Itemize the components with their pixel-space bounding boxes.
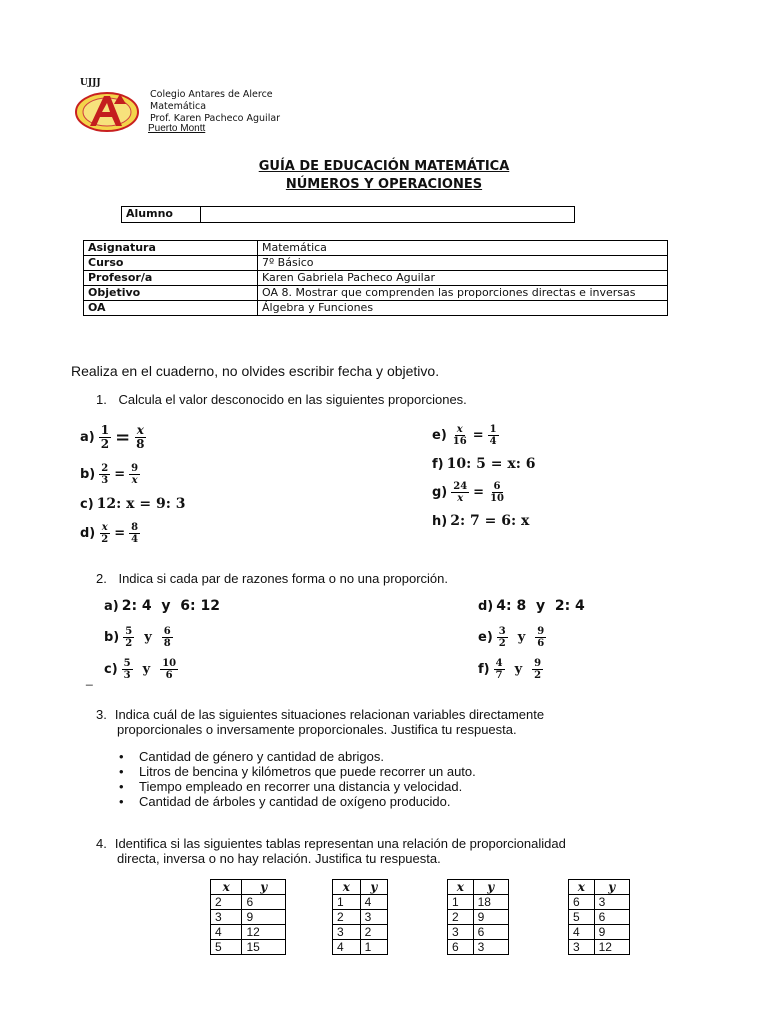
school-logo [72,78,142,134]
operator: = [115,427,131,448]
xy-table-2 [332,879,388,955]
cell: 6 [473,925,508,940]
student-name-field[interactable] [201,207,575,223]
logo-text: UJJJ [80,78,101,88]
numerator: 3 [498,626,506,637]
cell: 3 [360,910,387,925]
conjunction: y [514,662,523,677]
table-row [333,940,388,955]
table-row [448,910,509,925]
numerator: 9 [537,626,545,637]
exercise-label: c) [104,662,118,677]
exercise-label: e) [478,630,493,645]
exercise-label: e) [432,428,447,443]
info-value: Matemática [258,241,668,256]
numerator: 5 [123,658,131,669]
col-header: x [333,880,361,895]
info-key: Profesor/a [84,271,258,286]
operator: = [472,428,484,443]
numerator: 4 [495,658,503,669]
student-table [121,206,575,223]
expression: 2: 7 = 6: x [450,513,530,529]
cell: 3 [594,895,629,910]
list-item: • Litros de bencina y kilómetros que puede recorrer un auto. [115,764,476,779]
page-title: GUÍA DE EDUCACIÓN MATEMÁTICA [258,159,510,174]
exercise-2a [104,598,220,614]
numerator: x [456,424,463,435]
exercise-label: f) [478,662,490,677]
exercise-label: c) [80,496,94,512]
table-row [569,910,630,925]
cell: 3 [473,940,508,955]
table-row [211,940,286,955]
numerator: 1 [100,423,110,437]
exercise-label: b) [80,467,96,482]
denominator: 8 [136,437,145,451]
denominator: 2 [101,534,109,545]
question-number: 4. [96,836,107,851]
question-text-cont: proporcionales o inversamente proporcionales. Justifica tu respuesta. [117,722,517,737]
denominator: 16 [452,436,467,447]
cell: 3 [569,940,595,955]
question-text: Calcula el valor desconocido en las siguientes proporciones. [118,392,467,407]
table-row [569,940,630,955]
expression: 10: 5 = x: 6 [446,456,536,472]
question-3 [96,707,544,737]
table-row [333,925,388,940]
xy-table-3 [447,879,509,955]
col-header: y [360,880,387,895]
info-key: Asignatura [84,241,258,256]
school-info [150,89,280,125]
cell: 4 [211,925,242,940]
question-text: Identifica si las siguientes tablas representan una relación de proporcionalidad [114,836,566,851]
cell: 3 [448,925,474,940]
exercise-1c [80,496,186,512]
cell: 6 [569,895,595,910]
exercise-label: g) [432,485,448,500]
xy-table-4 [568,879,630,955]
cell: 1 [360,940,387,955]
numerator: 2 [101,463,109,474]
conjunction: y [144,630,152,645]
page-subtitle: NÚMEROS Y OPERACIONES [285,177,483,192]
question-text-cont: directa, inversa o no hay relación. Justifica tu respuesta. [117,851,441,866]
denominator: 4 [131,534,139,545]
exercise-label: h) [432,513,448,529]
school-teacher: Prof. Karen Pacheco Aguilar [150,113,281,124]
cell: 1 [448,895,474,910]
cell: 6 [448,940,474,955]
info-value: Álgebra y Funciones [258,301,668,316]
table-row [448,895,509,910]
cell: 3 [333,925,361,940]
cell: 2 [448,910,474,925]
exercise-label: b) [104,630,120,645]
question-number: 3. [96,707,107,722]
exercise-label: a) [80,430,95,445]
col-header: y [473,880,508,895]
exercise-1a [80,424,148,451]
question-2 [96,571,448,586]
school-subject: Matemática [150,101,207,112]
question-4 [96,836,566,866]
numerator: 10 [162,658,177,669]
table-row [333,895,388,910]
exercise-1d [80,522,141,545]
student-label: Alumno [122,207,201,223]
table-row [211,895,286,910]
antares-logo-icon [74,88,140,134]
info-table [83,240,668,316]
expression: 4: 8 y 2: 4 [496,598,585,614]
table-row [333,910,388,925]
situation-list [115,749,476,809]
cell: 4 [569,925,595,940]
school-city: Puerto Montt [148,123,206,134]
cell: 4 [333,940,361,955]
cell: 4 [360,895,387,910]
col-header: y [242,880,286,895]
exercise-label: a) [104,598,119,614]
numerator: 5 [125,626,133,637]
cell: 12 [242,925,286,940]
denominator: 7 [495,670,503,681]
table-row [569,925,630,940]
table-row [448,925,509,940]
exercise-label: d) [478,598,494,614]
question-1 [96,392,467,407]
exercise-label: d) [80,526,96,541]
exercise-1g [432,481,507,504]
instructions: Realiza en el cuaderno, no olvides escribir fecha y objetivo. [71,363,440,379]
list-item: • Tiempo empleado en recorrer una distancia y velocidad. [115,779,476,794]
question-number: 1. [96,392,107,407]
cell: 12 [594,940,629,955]
table-row [211,925,286,940]
numerator: 6 [163,626,171,637]
denominator: 3 [101,475,109,486]
exercise-1f [432,456,535,472]
col-header: y [594,880,629,895]
denominator: 3 [123,670,131,681]
table-row [211,910,286,925]
exercise-1b [80,463,141,486]
conjunction: y [142,662,151,677]
denominator: 2 [125,638,133,649]
numerator: x [136,423,144,437]
exercise-2d [478,598,585,614]
numerator: 9 [534,658,542,669]
info-key: Objetivo [84,286,258,301]
denominator: 10 [490,493,504,504]
cell: 5 [211,940,242,955]
info-key: Curso [84,256,258,271]
denominator: 2 [534,670,542,681]
cell: 6 [594,910,629,925]
denominator: 4 [489,436,497,447]
cell: 5 [569,910,595,925]
cell: 2 [333,910,361,925]
exercise-2e [478,626,547,649]
operator: = [114,526,126,541]
exercise-1h [432,513,529,529]
info-value: 7º Básico [258,256,668,271]
denominator: 2 [498,638,506,649]
list-item: • Cantidad de árboles y cantidad de oxígeno producido. [115,794,476,809]
col-header: x [569,880,595,895]
numerator: 1 [489,424,497,435]
denominator: x [457,493,464,504]
exercise-2f [478,658,544,681]
info-value: Karen Gabriela Pacheco Aguilar [258,271,668,286]
school-name: Colegio Antares de Alerce [150,89,273,100]
xy-table-1 [210,879,286,955]
cell: 9 [594,925,629,940]
exercise-2c [104,658,179,681]
cell: 15 [242,940,286,955]
cell: 6 [242,895,286,910]
conjunction: y [517,630,526,645]
cell: 18 [473,895,508,910]
exercise-2b [104,626,174,649]
numerator: 24 [453,481,468,492]
numerator: 8 [131,522,139,533]
operator: = [473,485,485,500]
denominator: 6 [165,670,173,681]
denominator: x [131,475,138,486]
cell: 1 [333,895,361,910]
info-key: OA [84,301,258,316]
cell: 9 [242,910,286,925]
numerator: x [101,522,108,533]
cell: 9 [473,910,508,925]
expression: 2: 4 y 6: 12 [121,598,220,614]
table-row [569,895,630,910]
exercise-label: f) [432,456,444,472]
operator: = [114,467,126,482]
col-header: x [211,880,242,895]
question-number: 2. [96,571,107,586]
denominator: 6 [537,638,545,649]
denominator: 8 [163,638,171,649]
numerator: 9 [131,463,139,474]
cell: 2 [360,925,387,940]
col-header: x [448,880,474,895]
stray-mark: _ [86,672,93,686]
numerator: 6 [493,481,501,492]
exercise-1e [432,424,500,447]
info-value: OA 8. Mostrar que comprenden las proporciones directas e inversas [258,286,668,301]
cell: 3 [211,910,242,925]
table-row [448,940,509,955]
cell: 2 [211,895,242,910]
question-text: Indica cuál de las siguientes situaciones relacionan variables directamente [114,707,545,722]
expression: 12: x = 9: 3 [96,496,186,512]
question-text: Indica si cada par de razones forma o no una proporción. [118,571,449,586]
denominator: 2 [100,437,110,451]
list-item: • Cantidad de género y cantidad de abrigos. [115,749,476,764]
